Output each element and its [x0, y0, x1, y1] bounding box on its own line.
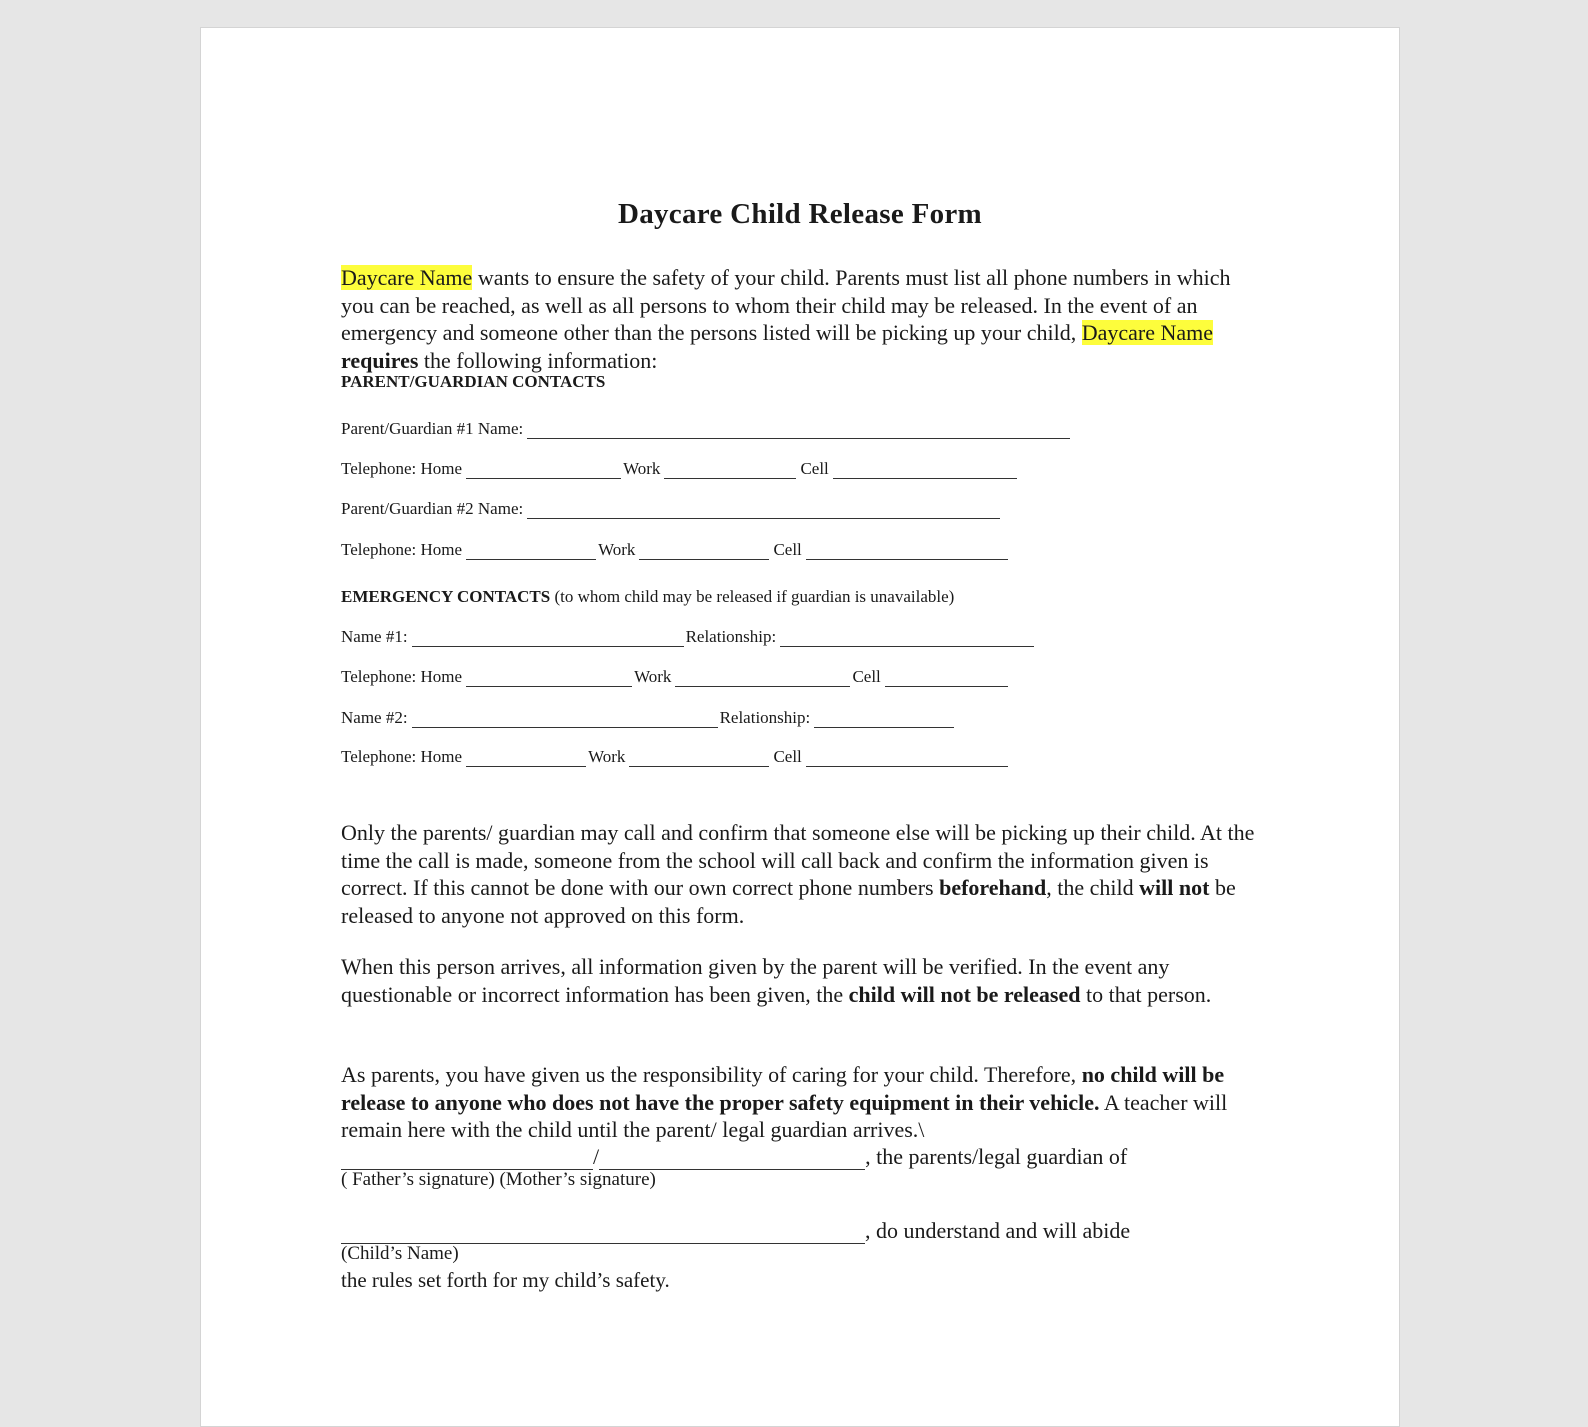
paragraph-text: Only the parents/ guardian may call and confirm that someone else will be picking up their child. At the time the call is made, someone from the school will call back and confirm the information given is correct. If this cannot be done with our own correct phone numbers	[341, 820, 1255, 900]
emergency2-cell-field[interactable]	[806, 746, 1008, 767]
intro-paragraph	[341, 264, 1261, 374]
emergency2-relationship-field[interactable]	[814, 707, 954, 728]
verification-paragraph	[341, 953, 1261, 1008]
home-label: Telephone: Home	[341, 667, 463, 686]
home-label: Telephone: Home	[341, 459, 463, 478]
emergency2-home-field[interactable]	[466, 746, 586, 767]
cell-label: Cell	[800, 459, 829, 478]
guardian1-name-label: Parent/Guardian #1 Name:	[341, 419, 524, 438]
abide-text: , do understand and will abide	[865, 1218, 1131, 1243]
guardian2-cell-field[interactable]	[806, 539, 1008, 560]
paragraph-bold: beforehand	[939, 875, 1047, 900]
emergency2-name-row	[341, 707, 956, 731]
document-page	[200, 27, 1400, 1427]
emergency1-name-field[interactable]	[412, 626, 684, 647]
paragraph-bold: child will not be released	[848, 981, 1081, 1007]
daycare-name-highlight: Daycare Name	[1081, 320, 1214, 345]
safety-paragraph	[341, 1061, 1261, 1144]
guardian2-name-label: Parent/Guardian #2 Name:	[341, 499, 524, 518]
emergency2-phone-row	[341, 746, 1010, 770]
intro-bold-requires: requires	[341, 347, 419, 373]
emergency2-work-field[interactable]	[629, 746, 769, 767]
intro-text: wants to ensure the safety of your child. Parents must list all phone numbers in which you can be reached, as well as all persons to whom their child may be released. In the event of an emergency and someone other than the persons listed will be picking up your child,	[341, 265, 1231, 345]
guardian2-work-field[interactable]	[639, 539, 769, 560]
intro-text: the following information:	[418, 347, 658, 373]
child-name-row	[341, 1218, 1130, 1244]
mother-signature-field[interactable]	[599, 1145, 865, 1170]
emergency1-relationship-field[interactable]	[780, 626, 1034, 647]
paragraph-text: As parents, you have given us the responsibility of caring for your child. Therefore,	[341, 1062, 1082, 1087]
guardian-of-text: , the parents/legal guardian of	[865, 1144, 1128, 1169]
home-label: Telephone: Home	[341, 540, 463, 559]
paragraph-text: , the child	[1046, 875, 1140, 900]
emergency1-name-row	[341, 626, 1036, 650]
daycare-name-highlight: Daycare Name	[341, 265, 473, 290]
paragraph-text: to that person.	[1080, 981, 1212, 1007]
cell-label: Cell	[852, 667, 881, 686]
work-label: Work	[588, 747, 626, 766]
child-name-field[interactable]	[341, 1219, 865, 1244]
guardian1-phone-row	[341, 458, 1019, 482]
form-title: Daycare Child Release Form	[617, 198, 983, 230]
guardian1-work-field[interactable]	[664, 458, 796, 479]
emergency2-name-field[interactable]	[412, 707, 718, 728]
relationship-label: Relationship:	[685, 627, 777, 646]
father-signature-field[interactable]	[341, 1145, 593, 1170]
signature-slash: /	[593, 1144, 600, 1169]
guardian1-cell-field[interactable]	[833, 458, 1017, 479]
guardian2-home-field[interactable]	[466, 539, 596, 560]
paragraph-text: A teacher will remain here with the child until the parent/ legal guardian arrives.\	[341, 1089, 1228, 1142]
relationship-label: Relationship:	[719, 708, 811, 727]
emergency1-phone-row	[341, 666, 1010, 690]
work-label: Work	[634, 667, 672, 686]
cell-label: Cell	[773, 540, 802, 559]
paragraph-bold: no child will be release to anyone who does not have the proper safety equipment in their vehicle.	[341, 1062, 1225, 1115]
emergency-contacts-heading	[341, 587, 954, 607]
work-label: Work	[598, 540, 636, 559]
emergency-heading-text: EMERGENCY CONTACTS	[341, 587, 551, 606]
cell-label: Cell	[773, 747, 802, 766]
paragraph-bold: will not	[1139, 875, 1210, 900]
guardian2-name-field[interactable]	[527, 498, 1000, 519]
parent-guardian-heading: PARENT/GUARDIAN CONTACTS	[341, 372, 606, 391]
emergency2-name-label: Name #2:	[341, 708, 408, 727]
work-label: Work	[623, 459, 661, 478]
closing-line: the rules set forth for my child’s safety.	[341, 1268, 670, 1292]
confirmation-paragraph	[341, 819, 1261, 929]
parent-signature-row	[341, 1144, 1127, 1170]
guardian1-home-field[interactable]	[466, 458, 621, 479]
emergency1-work-field[interactable]	[675, 666, 850, 687]
emergency1-home-field[interactable]	[466, 666, 632, 687]
guardian2-phone-row	[341, 539, 1010, 563]
guardian1-name-field[interactable]	[527, 418, 1070, 439]
paragraph-text: When this person arrives, all information given by the parent will be verified. In the event any questionable or incorrect information has been given, the	[341, 954, 1170, 1007]
parents-signature-caption: ( Father’s signature) (Mother’s signature)	[341, 1169, 656, 1190]
guardian1-name-row	[341, 418, 1072, 442]
emergency1-name-label: Name #1:	[341, 627, 408, 646]
emergency-heading-note: (to whom child may be released if guardian is unavailable)	[550, 587, 955, 606]
guardian2-name-row	[341, 498, 1002, 522]
home-label: Telephone: Home	[341, 747, 463, 766]
emergency1-cell-field[interactable]	[885, 666, 1008, 687]
paragraph-text: be released to anyone not approved on this form.	[341, 875, 1236, 928]
child-name-caption: (Child’s Name)	[341, 1243, 459, 1264]
